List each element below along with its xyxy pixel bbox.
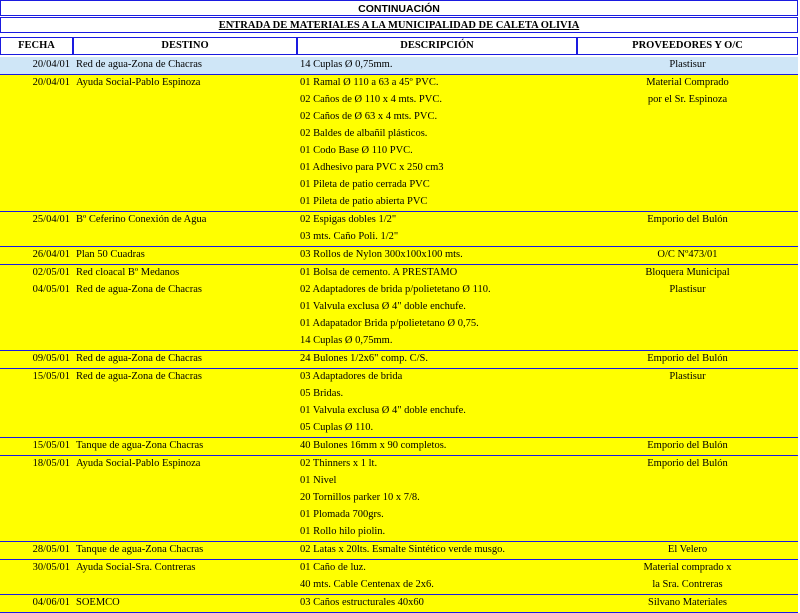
- cell-descripcion: 03 Adaptadores de brida: [300, 371, 403, 382]
- cell-descripcion: 20 Tornillos parker 10 x 7/8.: [300, 492, 420, 503]
- cell-descripcion: 01 Valvula exclusa Ø 4" doble enchufe.: [300, 405, 466, 416]
- cell-descripcion: 01 Codo Base Ø 110 PVC.: [300, 145, 413, 156]
- table-row: [0, 109, 798, 126]
- cell-descripcion: 03 Rollos de Nylon 300x100x100 mts.: [300, 249, 463, 260]
- cell-proveedor: [577, 524, 798, 541]
- cell-descripcion: 14 Cuplas Ø 0,75mm.: [300, 335, 393, 346]
- cell-fecha: 28/05/01: [32, 544, 70, 555]
- cell-proveedor: por el Sr. Espinoza: [647, 94, 728, 105]
- table-row: [0, 229, 798, 246]
- table-row: [0, 369, 798, 386]
- cell-destino: [72, 143, 297, 160]
- table-row-group: [0, 265, 798, 351]
- cell-destino: [72, 177, 297, 194]
- cell-descripcion: 05 Cuplas Ø 110.: [300, 422, 374, 433]
- cell-fecha: [0, 126, 72, 143]
- cell-proveedor: Plastisur: [669, 371, 706, 382]
- table-row-group: [0, 369, 798, 438]
- cell-fecha: [0, 316, 72, 333]
- cell-proveedor: Emporio del Bulón: [647, 353, 728, 364]
- cell-destino: [72, 92, 297, 109]
- cell-fecha: [0, 403, 72, 420]
- cell-destino: Ayuda Social-Sra. Contreras: [76, 562, 196, 573]
- table-row: [0, 333, 798, 350]
- cell-proveedor: [577, 403, 798, 420]
- cell-proveedor: [577, 386, 798, 403]
- cell-descripcion: 01 Caño de luz.: [300, 562, 366, 573]
- cell-fecha: 25/04/01: [32, 214, 70, 225]
- cell-fecha: 09/05/01: [32, 353, 70, 364]
- table-row: [0, 542, 798, 559]
- cell-descripcion: 01 Adapatador Brida p/polietetano Ø 0,75.: [300, 318, 479, 329]
- cell-destino: Plan 50 Cuadras: [76, 249, 145, 260]
- cell-destino: Red de agua-Zona de Chacras: [76, 284, 202, 295]
- cell-fecha: 30/05/01: [32, 562, 70, 573]
- cell-destino: SOEMCO: [76, 597, 120, 608]
- cell-proveedor: [577, 160, 798, 177]
- cell-fecha: [0, 194, 72, 211]
- table-row: [0, 57, 798, 74]
- cell-fecha: [0, 490, 72, 507]
- table-row-group: [0, 595, 798, 613]
- table-row-group: [0, 438, 798, 456]
- table-row: [0, 386, 798, 403]
- cell-fecha: [0, 524, 72, 541]
- cell-destino: Red de agua-Zona de Chacras: [76, 353, 202, 364]
- cell-proveedor: Silvano Materiales: [647, 597, 728, 608]
- cell-descripcion: 02 Espigas dobles 1/2": [300, 214, 397, 225]
- column-header-row: [0, 37, 798, 55]
- cell-descripcion: 40 mts. Cable Centenax de 2x6.: [300, 579, 434, 590]
- cell-fecha: 20/04/01: [32, 59, 70, 70]
- cell-proveedor: [577, 420, 798, 437]
- table-row: [0, 351, 798, 368]
- table-row: [0, 577, 798, 594]
- cell-proveedor: Emporio del Bulón: [647, 214, 728, 225]
- cell-fecha: 04/06/01: [32, 597, 70, 608]
- cell-fecha: [0, 507, 72, 524]
- cell-descripcion: 01 Pileta de patio abierta PVC: [300, 196, 428, 207]
- cell-destino: [72, 316, 297, 333]
- cell-destino: Tanque de agua-Zona Chacras: [76, 440, 204, 451]
- table-row: [0, 265, 798, 282]
- cell-destino: [72, 229, 297, 246]
- table-row: [0, 403, 798, 420]
- cell-fecha: [0, 577, 72, 594]
- cell-descripcion: 02 Adaptadores de brida p/polietetano Ø 110.: [300, 284, 491, 295]
- cell-destino: [72, 386, 297, 403]
- cell-fecha: 15/05/01: [32, 440, 70, 451]
- cell-fecha: [0, 92, 72, 109]
- table-row: [0, 194, 798, 211]
- cell-destino: [72, 194, 297, 211]
- cell-descripcion: 02 Caños de Ø 63 x 4 mts. PVC.: [300, 111, 438, 122]
- cell-proveedor: [577, 333, 798, 350]
- table-row-group: [0, 212, 798, 247]
- table-row: [0, 595, 798, 612]
- table-row: [0, 524, 798, 541]
- cell-fecha: 15/05/01: [32, 371, 70, 382]
- cell-fecha: [0, 420, 72, 437]
- table-row: [0, 507, 798, 524]
- cell-destino: [72, 299, 297, 316]
- cell-fecha: [0, 177, 72, 194]
- cell-descripcion: 02 Latas x 20lts. Esmalte Sintético verde musgo.: [300, 544, 506, 555]
- cell-fecha: [0, 229, 72, 246]
- column-header-fecha: FECHA: [0, 37, 73, 55]
- cell-descripcion: 01 Ramal Ø 110 a 63 a 45º PVC.: [300, 77, 439, 88]
- cell-destino: [72, 577, 297, 594]
- cell-proveedor: Emporio del Bulón: [647, 440, 728, 451]
- cell-descripcion: 01 Rollo hilo piolin.: [300, 526, 386, 537]
- table-row: [0, 490, 798, 507]
- cell-fecha: [0, 299, 72, 316]
- table-row-group: [0, 75, 798, 212]
- cell-descripcion: 01 Valvula exclusa Ø 4" doble enchufe.: [300, 301, 466, 312]
- cell-destino: [72, 126, 297, 143]
- cell-fecha: [0, 473, 72, 490]
- page-subtitle: ENTRADA DE MATERIALES A LA MUNICIPALIDAD DE CALETA OLIVIA: [0, 17, 798, 33]
- column-header-descripcion: DESCRIPCIÓN: [297, 37, 577, 55]
- cell-destino: [72, 333, 297, 350]
- table-row-group: [0, 57, 798, 75]
- table-row-group: [0, 456, 798, 542]
- cell-destino: [72, 160, 297, 177]
- table-row: [0, 92, 798, 109]
- cell-proveedor: Bloquera Municipal: [645, 267, 730, 278]
- table-row: [0, 299, 798, 316]
- cell-fecha: 04/05/01: [32, 284, 70, 295]
- cell-destino: [72, 524, 297, 541]
- cell-destino: Tanque de agua-Zona Chacras: [76, 544, 204, 555]
- cell-descripcion: 05 Bridas.: [300, 388, 344, 399]
- cell-proveedor: [577, 490, 798, 507]
- cell-descripcion: 01 Pileta de patio cerrada PVC: [300, 179, 430, 190]
- cell-proveedor: [577, 143, 798, 160]
- cell-proveedor: Material comprado x: [643, 562, 732, 573]
- cell-destino: [72, 507, 297, 524]
- page-title: CONTINUACIÓN: [0, 0, 798, 16]
- cell-fecha: [0, 143, 72, 160]
- table-row-group: [0, 351, 798, 369]
- cell-fecha: [0, 109, 72, 126]
- cell-descripcion: 01 Adhesivo para PVC x 250 cm3: [300, 162, 444, 173]
- cell-descripcion: 01 Nivel: [300, 475, 337, 486]
- table-row: [0, 143, 798, 160]
- table-row-group: [0, 560, 798, 595]
- cell-proveedor: Emporio del Bulón: [647, 458, 728, 469]
- table-row: [0, 160, 798, 177]
- table-row: [0, 456, 798, 473]
- cell-proveedor: [577, 126, 798, 143]
- table-row-group: [0, 542, 798, 560]
- cell-proveedor: El Velero: [667, 544, 708, 555]
- cell-fecha: 02/05/01: [32, 267, 70, 278]
- cell-fecha: [0, 386, 72, 403]
- cell-destino: Ayuda Social-Pablo Espinoza: [76, 77, 201, 88]
- table-row: [0, 473, 798, 490]
- cell-proveedor: O/C Nº473/01: [657, 249, 718, 260]
- cell-proveedor: Plastisur: [669, 284, 706, 295]
- cell-proveedor: [577, 473, 798, 490]
- table-row-group: [0, 247, 798, 265]
- cell-destino: [72, 473, 297, 490]
- column-header-destino: DESTINO: [73, 37, 297, 55]
- table-row: [0, 282, 798, 299]
- cell-fecha: [0, 333, 72, 350]
- cell-proveedor: [577, 109, 798, 126]
- cell-descripcion: 02 Baldes de albañil plásticos.: [300, 128, 428, 139]
- cell-destino: [72, 420, 297, 437]
- cell-destino: Red de agua-Zona de Chacras: [76, 59, 202, 70]
- cell-destino: Red de agua-Zona de Chacras: [76, 371, 202, 382]
- table-row: [0, 420, 798, 437]
- table-row: [0, 177, 798, 194]
- cell-descripcion: 40 Bulones 16mm x 90 completos.: [300, 440, 447, 451]
- cell-proveedor: [577, 507, 798, 524]
- cell-proveedor: la Sra. Contreras: [652, 579, 723, 590]
- table-row: [0, 316, 798, 333]
- cell-proveedor: [577, 299, 798, 316]
- cell-descripcion: 01 Bolsa de cemento. A PRESTAMO: [300, 267, 458, 278]
- cell-proveedor: [577, 177, 798, 194]
- cell-fecha: [0, 160, 72, 177]
- cell-proveedor: [577, 229, 798, 246]
- column-header-proveedores: PROVEEDORES Y O/C: [577, 37, 798, 55]
- cell-destino: Ayuda Social-Pablo Espinoza: [76, 458, 201, 469]
- cell-destino: [72, 109, 297, 126]
- cell-destino: Bº Ceferino Conexión de Agua: [76, 214, 207, 225]
- cell-descripcion: 01 Plomada 700grs.: [300, 509, 384, 520]
- cell-descripcion: 03 mts. Caño Poli. 1/2": [300, 231, 399, 242]
- table-row: [0, 247, 798, 264]
- cell-destino: Red cloacal Bº Medanos: [76, 267, 180, 278]
- cell-fecha: 20/04/01: [32, 77, 70, 88]
- cell-destino: [72, 490, 297, 507]
- cell-fecha: 18/05/01: [32, 458, 70, 469]
- cell-destino: [72, 403, 297, 420]
- cell-descripcion: 14 Cuplas Ø 0,75mm.: [300, 59, 393, 70]
- table-row: [0, 75, 798, 92]
- cell-descripcion: 24 Bulones 1/2x6" comp. C/S.: [300, 353, 428, 364]
- table-row: [0, 126, 798, 143]
- cell-descripcion: 02 Thinners x 1 lt.: [300, 458, 378, 469]
- table-row: [0, 560, 798, 577]
- cell-proveedor: Material Comprado: [646, 77, 729, 88]
- table-row: [0, 438, 798, 455]
- cell-proveedor: [577, 194, 798, 211]
- cell-descripcion: 02 Caños de Ø 110 x 4 mts. PVC.: [300, 94, 442, 105]
- cell-proveedor: Plastisur: [669, 59, 706, 70]
- cell-fecha: 26/04/01: [32, 249, 70, 260]
- cell-proveedor: [577, 316, 798, 333]
- cell-descripcion: 03 Caños estructurales 40x60: [300, 597, 424, 608]
- table-body: [0, 57, 798, 613]
- table-row: [0, 212, 798, 229]
